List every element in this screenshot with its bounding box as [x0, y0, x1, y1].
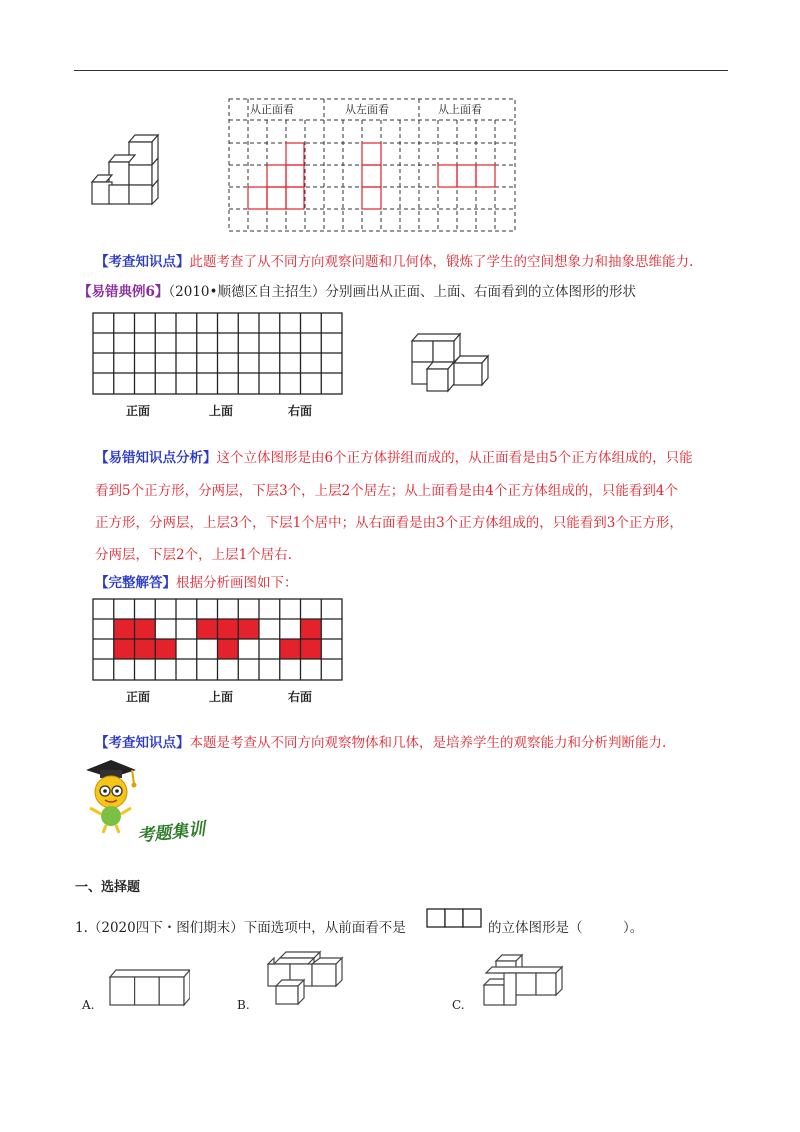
option-c-figure[interactable] — [480, 953, 566, 1007]
knowledge-point-2-text: 本题是考查从不同方向观察物体和几体，是培养学生的观察能力和分析判断能力. — [189, 735, 667, 751]
option-b-figure[interactable] — [264, 950, 344, 1006]
example-tag: 【易错典例6】 — [78, 284, 169, 300]
question-1-text-after: 的立体图形是（ ）。 — [488, 920, 644, 936]
red-view-outlines — [248, 143, 495, 209]
analysis-line-3: 正方形，分两层，上层3个，下层1个居中；从右面看是由3个正方体组成的，只能看到3个正方形， — [95, 515, 683, 531]
label-right-2: 右面 — [288, 690, 313, 704]
views-dashed-grid — [228, 98, 516, 232]
answer-heading — [95, 573, 298, 593]
analysis-line-1 — [95, 448, 693, 468]
label-front-1: 正面 — [126, 404, 151, 418]
knowledge-point-2-tag: 【考查知识点】 — [95, 735, 190, 751]
three-squares-front-view — [426, 908, 482, 928]
analysis-text-1: 这个立体图形是由6个正方体拼组而成的，从正面看是由5个正方体组成的，只能 — [216, 450, 693, 466]
knowledge-point-2 — [95, 733, 666, 753]
example-text: （2010•顺德区自主招生）分别画出从正面、上面、右面看到的立体图形的形状 — [168, 284, 636, 300]
question-1-text-before: 1.（2020四下・图们期末）下面选项中，从前面看不是 — [75, 920, 406, 936]
label-top-2: 上面 — [209, 690, 234, 704]
empty-answer-grid — [92, 312, 344, 396]
view-header-left: 从左面看 — [345, 103, 389, 116]
analysis-line-2: 看到5个正方形，分两层，下层3个，上层2个居左；从上面看是由4个正方体组成的，只能看到4个 — [95, 483, 678, 499]
label-front-2: 正面 — [126, 690, 151, 704]
label-right-1: 右面 — [288, 404, 313, 418]
option-c-label[interactable]: C. — [452, 998, 465, 1012]
option-a-figure[interactable] — [108, 968, 190, 1008]
example-6-heading — [78, 282, 636, 302]
stair-cubes-figure — [90, 130, 170, 210]
six-cubes-figure — [408, 332, 490, 398]
answer-text: 根据分析画图如下： — [176, 575, 298, 591]
knowledge-point-text: 此题考查了从不同方向观察问题和几何体，锻炼了学生的空间想象力和抽象思维能力. — [189, 254, 694, 270]
knowledge-point-tag: 【考查知识点】 — [95, 254, 190, 270]
option-a-label[interactable]: A. — [82, 998, 95, 1012]
label-top-1: 上面 — [209, 404, 234, 418]
view-header-top: 从上面看 — [438, 103, 482, 116]
option-b-label[interactable]: B. — [237, 998, 250, 1012]
view-header-front: 从正面看 — [250, 103, 294, 116]
section-title: 一、选择题 — [75, 880, 141, 895]
filled-answer-grid — [92, 598, 344, 682]
answer-tag: 【完整解答】 — [95, 575, 176, 591]
analysis-tag: 【易错知识点分析】 — [95, 450, 217, 466]
analysis-line-4: 分两层，下层2个，上层1个居右. — [95, 547, 292, 563]
knowledge-point-1 — [95, 252, 693, 272]
header-rule — [74, 70, 728, 71]
banner-title: 考题集训 — [136, 819, 207, 847]
